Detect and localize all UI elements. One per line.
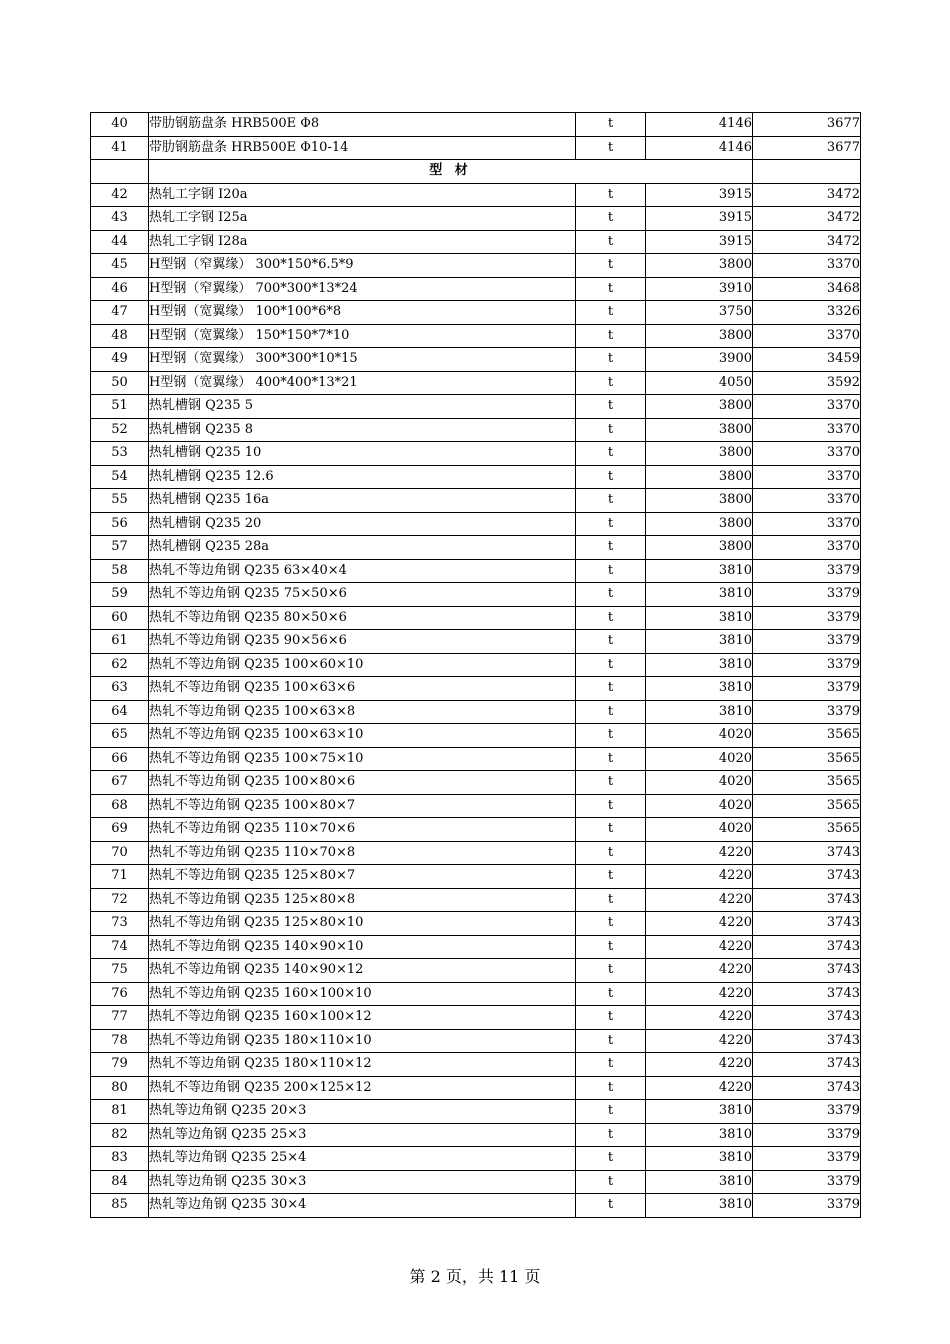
unit-cell: t	[576, 1147, 646, 1171]
row-number-cell: 40	[91, 113, 149, 137]
table-row	[91, 794, 861, 818]
item-name-cell: 热轧工字钢 I28a	[149, 230, 576, 254]
price-cell-2: 3379	[753, 1147, 861, 1171]
price-cell-2: 3370	[753, 395, 861, 419]
table-row	[91, 1170, 861, 1194]
row-number-cell: 63	[91, 677, 149, 701]
item-name-cell: 热轧不等边角钢 Q235 100×80×6	[149, 771, 576, 795]
price-cell-2: 3472	[753, 183, 861, 207]
item-name-cell: 热轧不等边角钢 Q235 180×110×12	[149, 1053, 576, 1077]
page-footer: 第 2 页，共 11 页	[409, 1267, 541, 1286]
table-row	[91, 465, 861, 489]
price-cell-2: 3592	[753, 371, 861, 395]
table-row	[91, 1194, 861, 1218]
price-cell-1: 3915	[646, 207, 753, 231]
table-row	[91, 1123, 861, 1147]
item-name-cell: 热轧不等边角钢 Q235 100×60×10	[149, 653, 576, 677]
unit-cell: t	[576, 583, 646, 607]
price-cell-2: 3743	[753, 912, 861, 936]
unit-cell: t	[576, 512, 646, 536]
price-cell-1: 3800	[646, 418, 753, 442]
row-number-cell: 47	[91, 301, 149, 325]
price-cell-2: 3743	[753, 841, 861, 865]
table-row	[91, 865, 861, 889]
price-cell-2: 3370	[753, 465, 861, 489]
table-row	[91, 536, 861, 560]
price-cell-1: 4020	[646, 747, 753, 771]
price-cell-1: 4220	[646, 1076, 753, 1100]
price-cell-1: 4220	[646, 888, 753, 912]
table-row	[91, 1006, 861, 1030]
price-cell-1: 4220	[646, 912, 753, 936]
table-row	[91, 324, 861, 348]
row-number-cell: 54	[91, 465, 149, 489]
row-number-cell: 65	[91, 724, 149, 748]
row-number-cell: 58	[91, 559, 149, 583]
item-name-cell: 热轧工字钢 I20a	[149, 183, 576, 207]
price-cell-2: 3565	[753, 818, 861, 842]
row-number-cell: 43	[91, 207, 149, 231]
price-cell-1: 3750	[646, 301, 753, 325]
price-cell-1: 4220	[646, 982, 753, 1006]
price-cell-1: 4220	[646, 841, 753, 865]
price-cell-2: 3472	[753, 207, 861, 231]
unit-cell: t	[576, 371, 646, 395]
unit-cell: t	[576, 559, 646, 583]
unit-cell: t	[576, 301, 646, 325]
unit-cell: t	[576, 606, 646, 630]
price-cell-1: 4050	[646, 371, 753, 395]
section-header-row	[91, 160, 861, 184]
row-number-cell: 74	[91, 935, 149, 959]
section-empty-cell	[91, 160, 149, 184]
price-cell-2: 3743	[753, 982, 861, 1006]
price-cell-2: 3565	[753, 771, 861, 795]
price-cell-1: 3800	[646, 395, 753, 419]
item-name-cell: 热轧不等边角钢 Q235 80×50×6	[149, 606, 576, 630]
price-cell-1: 3810	[646, 559, 753, 583]
price-cell-1: 4220	[646, 935, 753, 959]
price-cell-2: 3370	[753, 254, 861, 278]
price-cell-1: 4220	[646, 1006, 753, 1030]
row-number-cell: 72	[91, 888, 149, 912]
unit-cell: t	[576, 418, 646, 442]
unit-cell: t	[576, 136, 646, 160]
price-cell-1: 4220	[646, 959, 753, 983]
unit-cell: t	[576, 254, 646, 278]
row-number-cell: 51	[91, 395, 149, 419]
price-cell-2: 3743	[753, 1029, 861, 1053]
table-row	[91, 1053, 861, 1077]
table-row	[91, 724, 861, 748]
row-number-cell: 79	[91, 1053, 149, 1077]
price-cell-1: 3800	[646, 254, 753, 278]
row-number-cell: 57	[91, 536, 149, 560]
unit-cell: t	[576, 959, 646, 983]
table-row	[91, 912, 861, 936]
unit-cell: t	[576, 747, 646, 771]
price-cell-1: 4020	[646, 794, 753, 818]
unit-cell: t	[576, 841, 646, 865]
table-row	[91, 982, 861, 1006]
row-number-cell: 46	[91, 277, 149, 301]
row-number-cell: 70	[91, 841, 149, 865]
price-cell-2: 3743	[753, 1076, 861, 1100]
price-cell-2: 3370	[753, 418, 861, 442]
row-number-cell: 82	[91, 1123, 149, 1147]
table-row	[91, 418, 861, 442]
item-name-cell: 热轧不等边角钢 Q235 125×80×8	[149, 888, 576, 912]
item-name-cell: 热轧槽钢 Q235 5	[149, 395, 576, 419]
table-row	[91, 630, 861, 654]
price-cell-1: 3800	[646, 489, 753, 513]
price-cell-2: 3370	[753, 324, 861, 348]
item-name-cell: 热轧不等边角钢 Q235 125×80×7	[149, 865, 576, 889]
table-row	[91, 935, 861, 959]
item-name-cell: 热轧不等边角钢 Q235 75×50×6	[149, 583, 576, 607]
table-row	[91, 277, 861, 301]
item-name-cell: H型钢（窄翼缘） 700*300*13*24	[149, 277, 576, 301]
price-cell-1: 3915	[646, 183, 753, 207]
table-row	[91, 183, 861, 207]
item-name-cell: 热轧槽钢 Q235 16a	[149, 489, 576, 513]
price-cell-1: 3810	[646, 700, 753, 724]
item-name-cell: 热轧工字钢 I25a	[149, 207, 576, 231]
item-name-cell: 热轧不等边角钢 Q235 160×100×10	[149, 982, 576, 1006]
price-cell-2: 3379	[753, 700, 861, 724]
price-cell-2: 3326	[753, 301, 861, 325]
item-name-cell: H型钢（宽翼缘） 100*100*6*8	[149, 301, 576, 325]
table-row	[91, 653, 861, 677]
item-name-cell: 热轧等边角钢 Q235 25×3	[149, 1123, 576, 1147]
unit-cell: t	[576, 912, 646, 936]
item-name-cell: 热轧等边角钢 Q235 30×4	[149, 1194, 576, 1218]
table-row	[91, 559, 861, 583]
item-name-cell: 热轧不等边角钢 Q235 160×100×12	[149, 1006, 576, 1030]
unit-cell: t	[576, 653, 646, 677]
price-cell-1: 3910	[646, 277, 753, 301]
price-cell-1: 3810	[646, 1147, 753, 1171]
row-number-cell: 76	[91, 982, 149, 1006]
price-cell-1: 4020	[646, 771, 753, 795]
unit-cell: t	[576, 324, 646, 348]
item-name-cell: 热轧不等边角钢 Q235 100×75×10	[149, 747, 576, 771]
table-row	[91, 207, 861, 231]
table-row	[91, 1076, 861, 1100]
item-name-cell: 热轧槽钢 Q235 28a	[149, 536, 576, 560]
price-cell-2: 3379	[753, 1100, 861, 1124]
unit-cell: t	[576, 536, 646, 560]
price-cell-1: 3810	[646, 677, 753, 701]
row-number-cell: 41	[91, 136, 149, 160]
unit-cell: t	[576, 348, 646, 372]
price-cell-2: 3459	[753, 348, 861, 372]
item-name-cell: H型钢（宽翼缘） 150*150*7*10	[149, 324, 576, 348]
unit-cell: t	[576, 1029, 646, 1053]
section-title: 型 材	[149, 160, 753, 184]
row-number-cell: 48	[91, 324, 149, 348]
price-cell-1: 3800	[646, 536, 753, 560]
price-cell-2: 3743	[753, 1006, 861, 1030]
price-cell-1: 3810	[646, 1100, 753, 1124]
price-cell-2: 3379	[753, 1123, 861, 1147]
table-row	[91, 818, 861, 842]
unit-cell: t	[576, 982, 646, 1006]
price-table	[90, 112, 861, 1218]
table-row	[91, 371, 861, 395]
price-cell-1: 3800	[646, 465, 753, 489]
price-cell-2: 3565	[753, 747, 861, 771]
price-cell-2: 3743	[753, 1053, 861, 1077]
item-name-cell: 热轧不等边角钢 Q235 100×63×10	[149, 724, 576, 748]
unit-cell: t	[576, 1100, 646, 1124]
unit-cell: t	[576, 230, 646, 254]
row-number-cell: 75	[91, 959, 149, 983]
row-number-cell: 44	[91, 230, 149, 254]
price-cell-2: 3743	[753, 888, 861, 912]
item-name-cell: 热轧等边角钢 Q235 20×3	[149, 1100, 576, 1124]
price-cell-2: 3743	[753, 959, 861, 983]
row-number-cell: 61	[91, 630, 149, 654]
price-cell-2: 3379	[753, 1170, 861, 1194]
row-number-cell: 60	[91, 606, 149, 630]
price-cell-2: 3370	[753, 512, 861, 536]
price-cell-1: 4020	[646, 818, 753, 842]
price-cell-1: 4220	[646, 1029, 753, 1053]
row-number-cell: 78	[91, 1029, 149, 1053]
unit-cell: t	[576, 935, 646, 959]
row-number-cell: 69	[91, 818, 149, 842]
row-number-cell: 49	[91, 348, 149, 372]
table-row	[91, 747, 861, 771]
price-cell-2: 3370	[753, 536, 861, 560]
row-number-cell: 81	[91, 1100, 149, 1124]
table-row	[91, 771, 861, 795]
table-row	[91, 700, 861, 724]
row-number-cell: 42	[91, 183, 149, 207]
table-row	[91, 888, 861, 912]
table-row	[91, 230, 861, 254]
price-cell-1: 3810	[646, 653, 753, 677]
price-cell-2: 3677	[753, 136, 861, 160]
item-name-cell: 热轧不等边角钢 Q235 100×63×6	[149, 677, 576, 701]
price-cell-2: 3468	[753, 277, 861, 301]
row-number-cell: 64	[91, 700, 149, 724]
price-cell-2: 3743	[753, 935, 861, 959]
unit-cell: t	[576, 1006, 646, 1030]
price-cell-2: 3743	[753, 865, 861, 889]
price-cell-1: 4020	[646, 724, 753, 748]
table-row	[91, 489, 861, 513]
price-cell-1: 3800	[646, 512, 753, 536]
unit-cell: t	[576, 1123, 646, 1147]
unit-cell: t	[576, 1194, 646, 1218]
table-row	[91, 348, 861, 372]
price-cell-1: 3810	[646, 630, 753, 654]
price-cell-2: 3370	[753, 442, 861, 466]
row-number-cell: 77	[91, 1006, 149, 1030]
row-number-cell: 71	[91, 865, 149, 889]
item-name-cell: 热轧槽钢 Q235 10	[149, 442, 576, 466]
item-name-cell: 热轧槽钢 Q235 8	[149, 418, 576, 442]
row-number-cell: 84	[91, 1170, 149, 1194]
row-number-cell: 50	[91, 371, 149, 395]
section-empty-cell	[753, 160, 861, 184]
table-row	[91, 136, 861, 160]
unit-cell: t	[576, 113, 646, 137]
item-name-cell: 热轧不等边角钢 Q235 140×90×10	[149, 935, 576, 959]
item-name-cell: 热轧不等边角钢 Q235 63×40×4	[149, 559, 576, 583]
price-cell-2: 3379	[753, 630, 861, 654]
price-cell-2: 3565	[753, 724, 861, 748]
unit-cell: t	[576, 771, 646, 795]
price-cell-1: 4146	[646, 113, 753, 137]
price-table-body	[91, 113, 861, 1218]
item-name-cell: 热轧不等边角钢 Q235 125×80×10	[149, 912, 576, 936]
price-cell-2: 3379	[753, 1194, 861, 1218]
unit-cell: t	[576, 489, 646, 513]
table-row	[91, 606, 861, 630]
table-row	[91, 1100, 861, 1124]
price-cell-1: 3810	[646, 606, 753, 630]
unit-cell: t	[576, 207, 646, 231]
unit-cell: t	[576, 818, 646, 842]
item-name-cell: H型钢（窄翼缘） 300*150*6.5*9	[149, 254, 576, 278]
item-name-cell: 热轧不等边角钢 Q235 110×70×6	[149, 818, 576, 842]
item-name-cell: 热轧等边角钢 Q235 25×4	[149, 1147, 576, 1171]
price-cell-1: 3800	[646, 324, 753, 348]
unit-cell: t	[576, 865, 646, 889]
item-name-cell: 热轧不等边角钢 Q235 110×70×8	[149, 841, 576, 865]
row-number-cell: 80	[91, 1076, 149, 1100]
row-number-cell: 68	[91, 794, 149, 818]
unit-cell: t	[576, 465, 646, 489]
item-name-cell: 热轧不等边角钢 Q235 90×56×6	[149, 630, 576, 654]
item-name-cell: H型钢（宽翼缘） 400*400*13*21	[149, 371, 576, 395]
price-cell-2: 3565	[753, 794, 861, 818]
unit-cell: t	[576, 724, 646, 748]
unit-cell: t	[576, 183, 646, 207]
table-row	[91, 1147, 861, 1171]
price-cell-1: 4220	[646, 1053, 753, 1077]
row-number-cell: 45	[91, 254, 149, 278]
price-cell-2: 3379	[753, 606, 861, 630]
price-cell-1: 3915	[646, 230, 753, 254]
unit-cell: t	[576, 630, 646, 654]
item-name-cell: 热轧槽钢 Q235 12.6	[149, 465, 576, 489]
table-row	[91, 512, 861, 536]
price-cell-2: 3379	[753, 677, 861, 701]
item-name-cell: H型钢（宽翼缘） 300*300*10*15	[149, 348, 576, 372]
table-row	[91, 583, 861, 607]
unit-cell: t	[576, 1053, 646, 1077]
item-name-cell: 带肋钢筋盘条 HRB500E Φ8	[149, 113, 576, 137]
item-name-cell: 带肋钢筋盘条 HRB500E Φ10-14	[149, 136, 576, 160]
price-cell-2: 3677	[753, 113, 861, 137]
table-row	[91, 1029, 861, 1053]
unit-cell: t	[576, 1170, 646, 1194]
row-number-cell: 53	[91, 442, 149, 466]
item-name-cell: 热轧不等边角钢 Q235 100×63×8	[149, 700, 576, 724]
row-number-cell: 66	[91, 747, 149, 771]
table-row	[91, 113, 861, 137]
row-number-cell: 55	[91, 489, 149, 513]
item-name-cell: 热轧等边角钢 Q235 30×3	[149, 1170, 576, 1194]
row-number-cell: 56	[91, 512, 149, 536]
table-row	[91, 959, 861, 983]
table-row	[91, 841, 861, 865]
price-cell-1: 3900	[646, 348, 753, 372]
row-number-cell: 52	[91, 418, 149, 442]
table-row	[91, 395, 861, 419]
price-cell-1: 4220	[646, 865, 753, 889]
row-number-cell: 59	[91, 583, 149, 607]
price-cell-2: 3379	[753, 583, 861, 607]
unit-cell: t	[576, 277, 646, 301]
table-row	[91, 677, 861, 701]
price-cell-1: 3810	[646, 1123, 753, 1147]
row-number-cell: 62	[91, 653, 149, 677]
unit-cell: t	[576, 888, 646, 912]
row-number-cell: 73	[91, 912, 149, 936]
row-number-cell: 85	[91, 1194, 149, 1218]
unit-cell: t	[576, 395, 646, 419]
item-name-cell: 热轧不等边角钢 Q235 200×125×12	[149, 1076, 576, 1100]
price-cell-1: 3810	[646, 1170, 753, 1194]
unit-cell: t	[576, 1076, 646, 1100]
item-name-cell: 热轧槽钢 Q235 20	[149, 512, 576, 536]
price-cell-2: 3472	[753, 230, 861, 254]
price-cell-1: 3800	[646, 442, 753, 466]
row-number-cell: 83	[91, 1147, 149, 1171]
price-cell-1: 3810	[646, 583, 753, 607]
price-cell-1: 3810	[646, 1194, 753, 1218]
price-cell-2: 3379	[753, 653, 861, 677]
item-name-cell: 热轧不等边角钢 Q235 180×110×10	[149, 1029, 576, 1053]
unit-cell: t	[576, 794, 646, 818]
price-cell-1: 4146	[646, 136, 753, 160]
row-number-cell: 67	[91, 771, 149, 795]
price-cell-2: 3379	[753, 559, 861, 583]
unit-cell: t	[576, 442, 646, 466]
table-row	[91, 254, 861, 278]
table-row	[91, 301, 861, 325]
item-name-cell: 热轧不等边角钢 Q235 140×90×12	[149, 959, 576, 983]
table-row	[91, 442, 861, 466]
price-cell-2: 3370	[753, 489, 861, 513]
unit-cell: t	[576, 677, 646, 701]
item-name-cell: 热轧不等边角钢 Q235 100×80×7	[149, 794, 576, 818]
unit-cell: t	[576, 700, 646, 724]
